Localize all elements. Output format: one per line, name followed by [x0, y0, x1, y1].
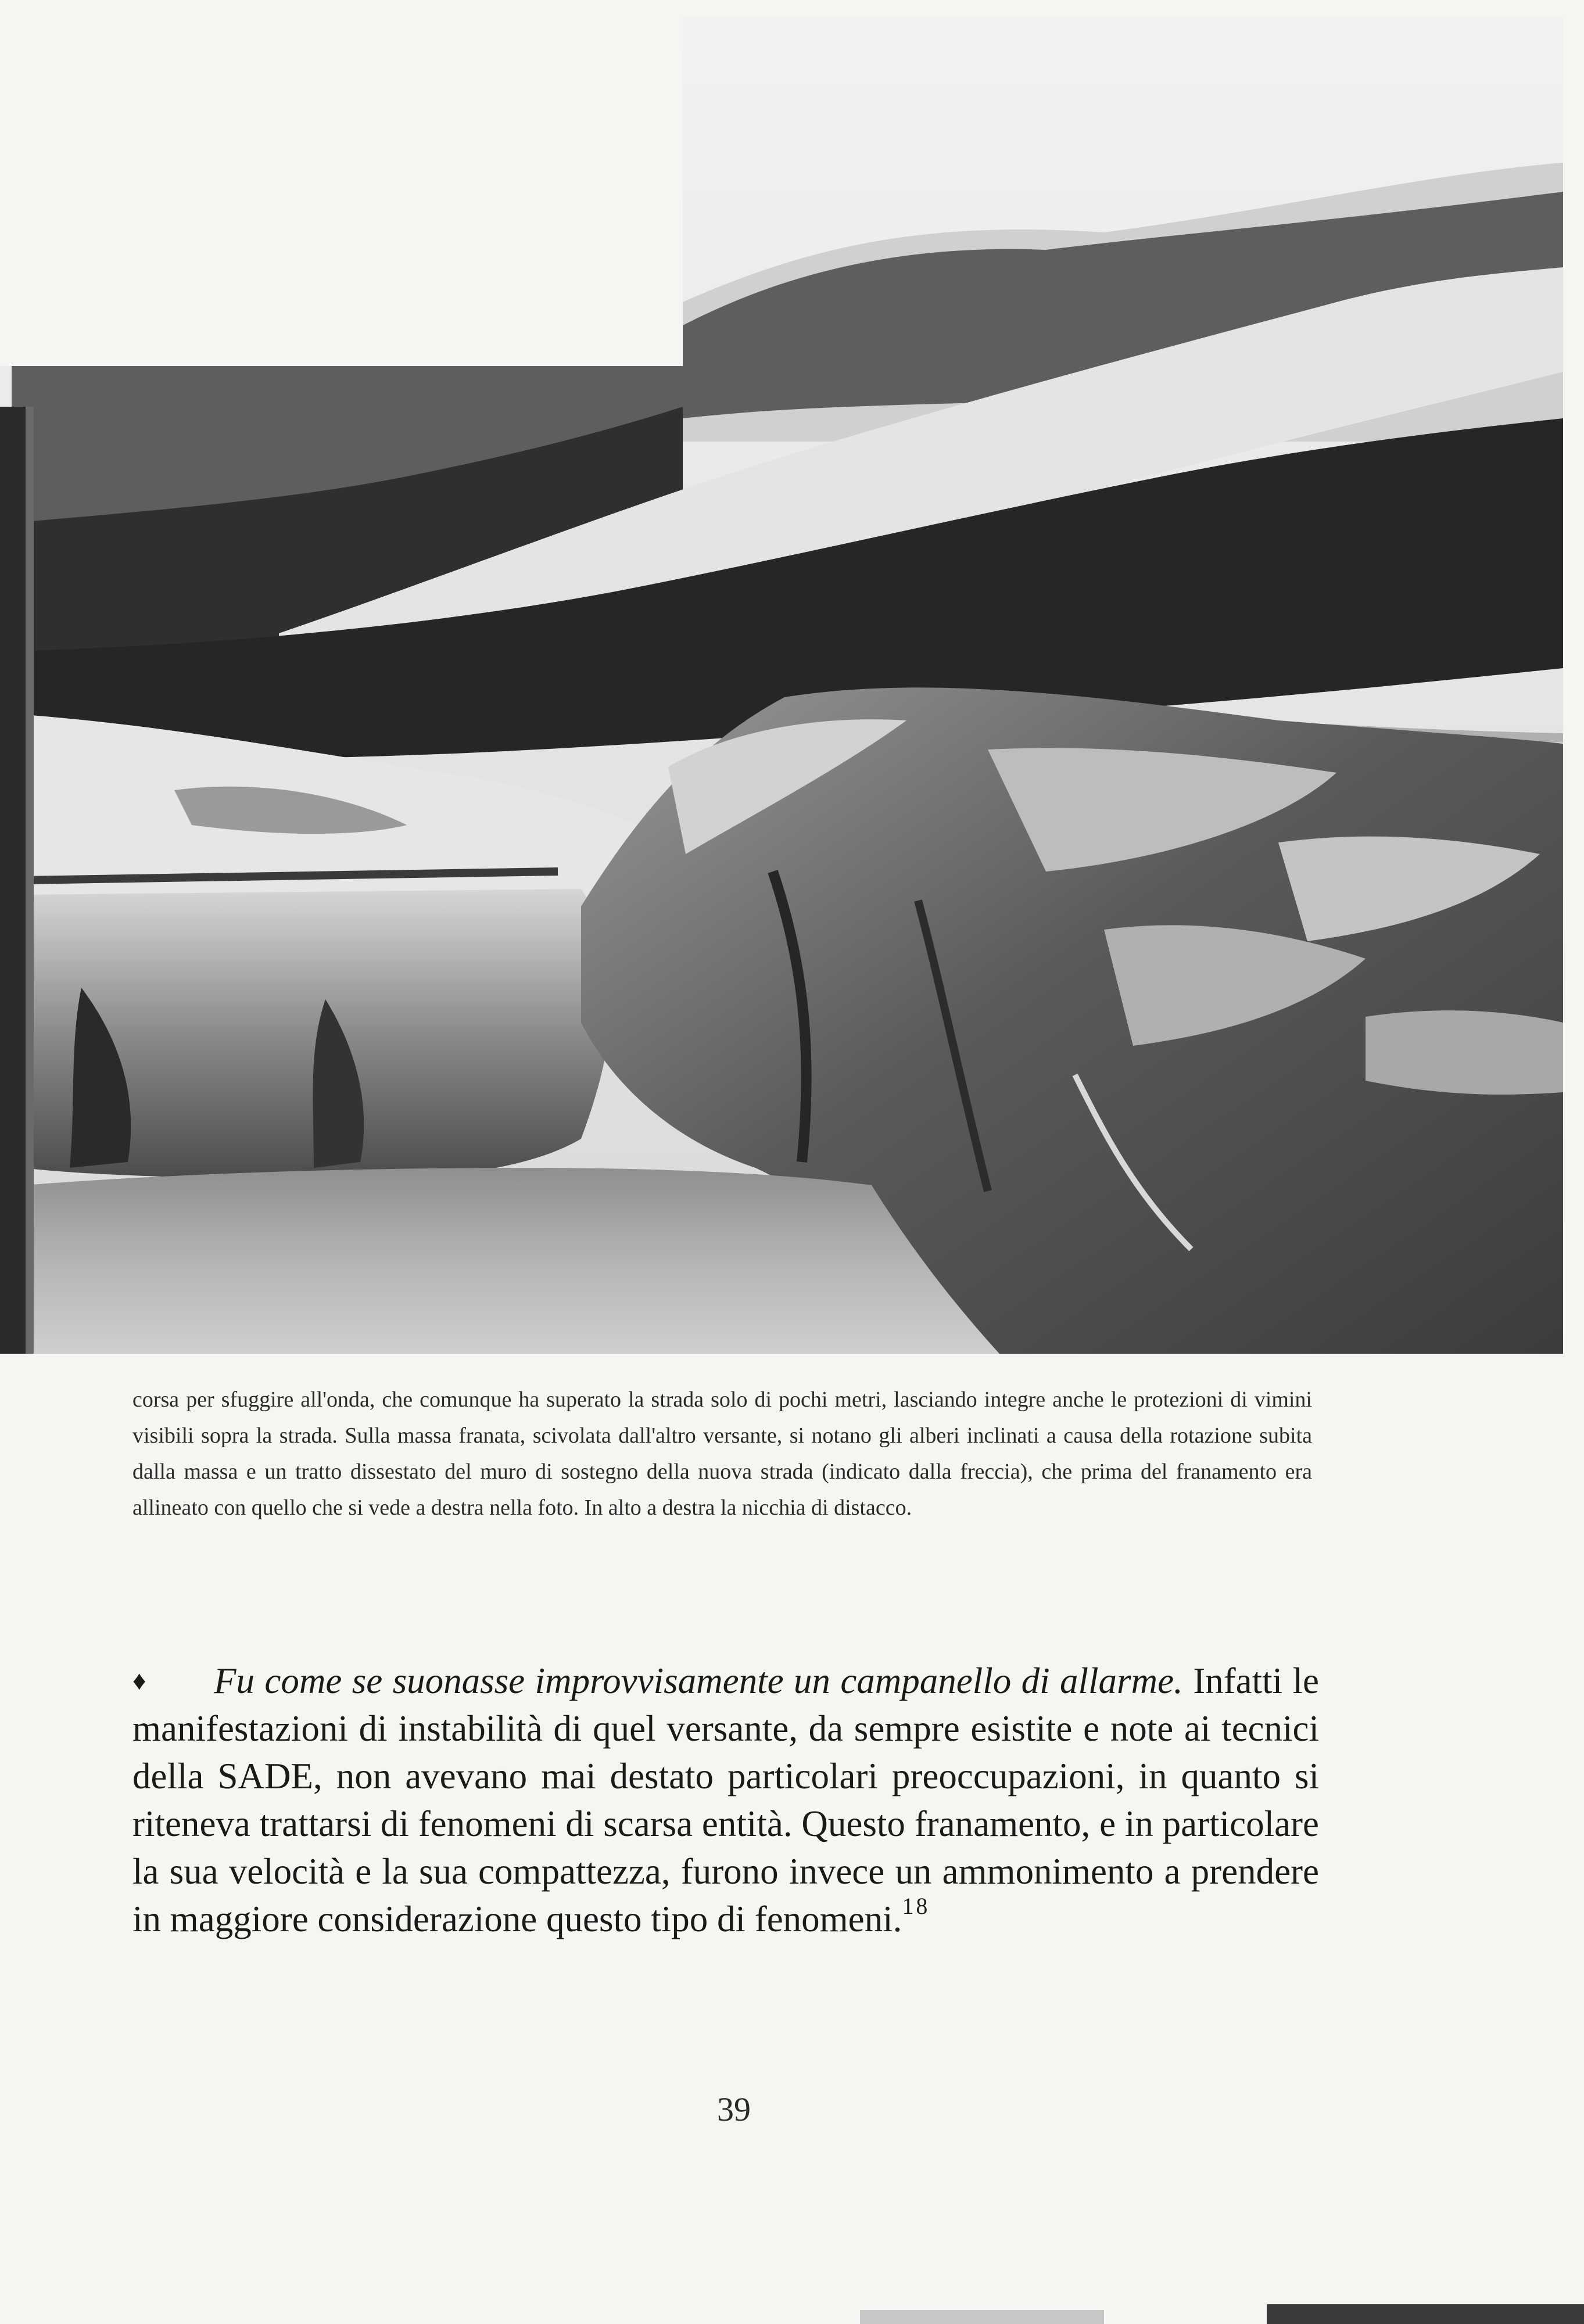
- body-paragraph: [132, 1657, 1319, 1943]
- bullet-diamond-icon: ♦: [132, 1666, 146, 1695]
- italic-lead-sentence: Fu come se suonasse improvvisamente un campanello di allarme.: [214, 1660, 1183, 1701]
- footnote-reference[interactable]: 18: [902, 1893, 930, 1919]
- scan-edge-shadow: [860, 2304, 1584, 2324]
- photo-caption: corsa per sfuggire all'onda, che comunque ha superato la strada solo di pochi metri, lasciando integre anche le protezioni di vimini visibili sopra la strada. Sulla massa franata, scivolata dall'altro versante, si notano gli alberi inclinati a causa della rotazione subita dalla massa e un tratto dissestato del muro di sostegno della nuova strada (indicato dalla freccia), che prima del franamento era allineato con quello che si vede a destra nella foto. In alto a destra la nicchia di distacco.: [132, 1387, 1312, 1520]
- paragraph-text: Infatti le manifestazioni di instabilità di quel versante, da sempre esistite e note ai tecnici della SADE, non avevano mai destato particolari preoccupazioni, in quanto si riteneva trattarsi di fenomeni di scarsa entità. Questo franamento, e in particolare la sua velocità e la sua compattezza, furono invece un ammonimento a prendere in maggiore considerazione questo tipo di fenomeni.: [132, 1660, 1319, 1939]
- page-number: 39: [717, 2090, 751, 2128]
